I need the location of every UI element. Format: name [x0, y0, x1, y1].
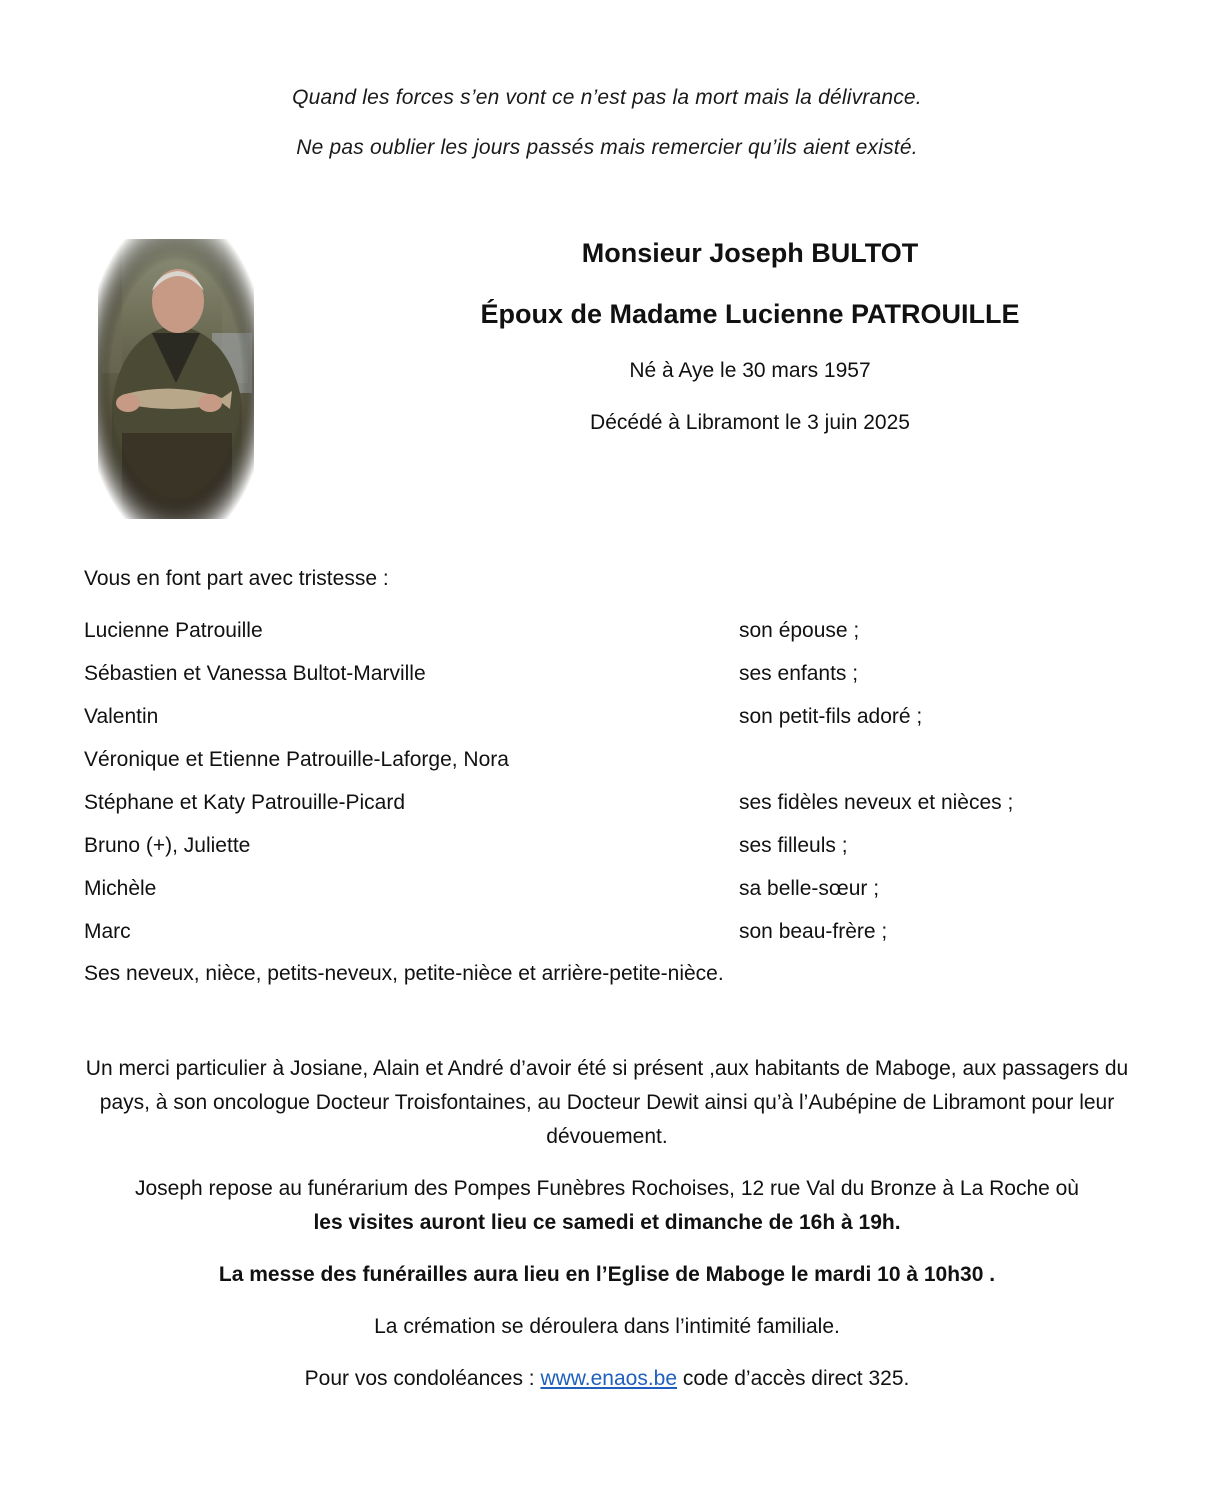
condolences-suffix: code d’accès direct 325. [677, 1367, 910, 1390]
portrait-photo [92, 233, 260, 525]
family-relation: ses fidèles neveux et nièces ; [739, 791, 1014, 814]
family-relation: ses enfants ; [739, 662, 859, 685]
family-name: Marc [84, 920, 131, 943]
family-relation: son petit-fils adoré ; [739, 705, 923, 728]
family-relation: ses filleuls ; [739, 834, 848, 857]
condolences-prefix: Pour vos condoléances : [304, 1367, 541, 1390]
condolences-line [84, 1362, 1130, 1396]
family-relation: son épouse ; [739, 619, 860, 642]
thanks-paragraph: Un merci particulier à Josiane, Alain et André d’avoir été si présent ,aux habitants de Maboge, aux passagers du pays, à son oncologue Docteur Troisfontaines, au Docteur Dewit ainsi qu’à l’Aubépine de Libramont pour leur dévouement. [85, 1057, 1129, 1148]
family-name: Lucienne Patrouille [84, 619, 263, 642]
family-name: Michèle [84, 877, 157, 900]
family-closing: Ses neveux, nièce, petits-neveux, petite-nièce et arrière-petite-nièce. [84, 962, 724, 985]
quote-line-1: Quand les forces s’en vont ce n’est pas la mort mais la délivrance. [292, 86, 922, 109]
visitation-paragraph [84, 1172, 1130, 1240]
condolences-link[interactable]: www.enaos.be [540, 1367, 678, 1390]
spouse-line: Époux de Madame Lucienne PATROUILLE [480, 299, 1020, 329]
quote-line-2: Ne pas oublier les jours passés mais remercier qu’ils aient existé. [296, 136, 918, 159]
visitation-text: Joseph repose au funérarium des Pompes Funèbres Rochoises, 12 rue Val du Bronze à La Roche où [134, 1177, 1079, 1200]
mass-line [84, 1258, 1130, 1292]
family-name: Véronique et Etienne Patrouille-Laforge, Nora [84, 748, 509, 771]
family-name: Bruno (+), Juliette [84, 834, 251, 857]
family-relation: son beau-frère ; [739, 920, 888, 943]
family-name: Sébastien et Vanessa Bultot-Marville [84, 662, 426, 685]
mass-text: La messe des funérailles aura lieu en l’Eglise de Maboge le mardi 10 à 10h30 . [218, 1263, 996, 1286]
family-name: Valentin [84, 705, 159, 728]
birth-line: Né à Aye le 30 mars 1957 [629, 359, 871, 382]
visitation-hours: les visites auront lieu ce samedi et dimanche de 16h à 19h. [313, 1211, 901, 1234]
intro-text: Vous en font part avec tristesse : [84, 567, 389, 590]
deceased-name: Monsieur Joseph BULTOT [581, 238, 919, 268]
death-line: Décédé à Libramont le 3 juin 2025 [590, 411, 910, 434]
cremation-line: La crémation se déroulera dans l’intimité familiale. [374, 1315, 840, 1338]
family-name: Stéphane et Katy Patrouille-Picard [84, 791, 406, 814]
family-relation: sa belle-sœur ; [739, 877, 880, 900]
